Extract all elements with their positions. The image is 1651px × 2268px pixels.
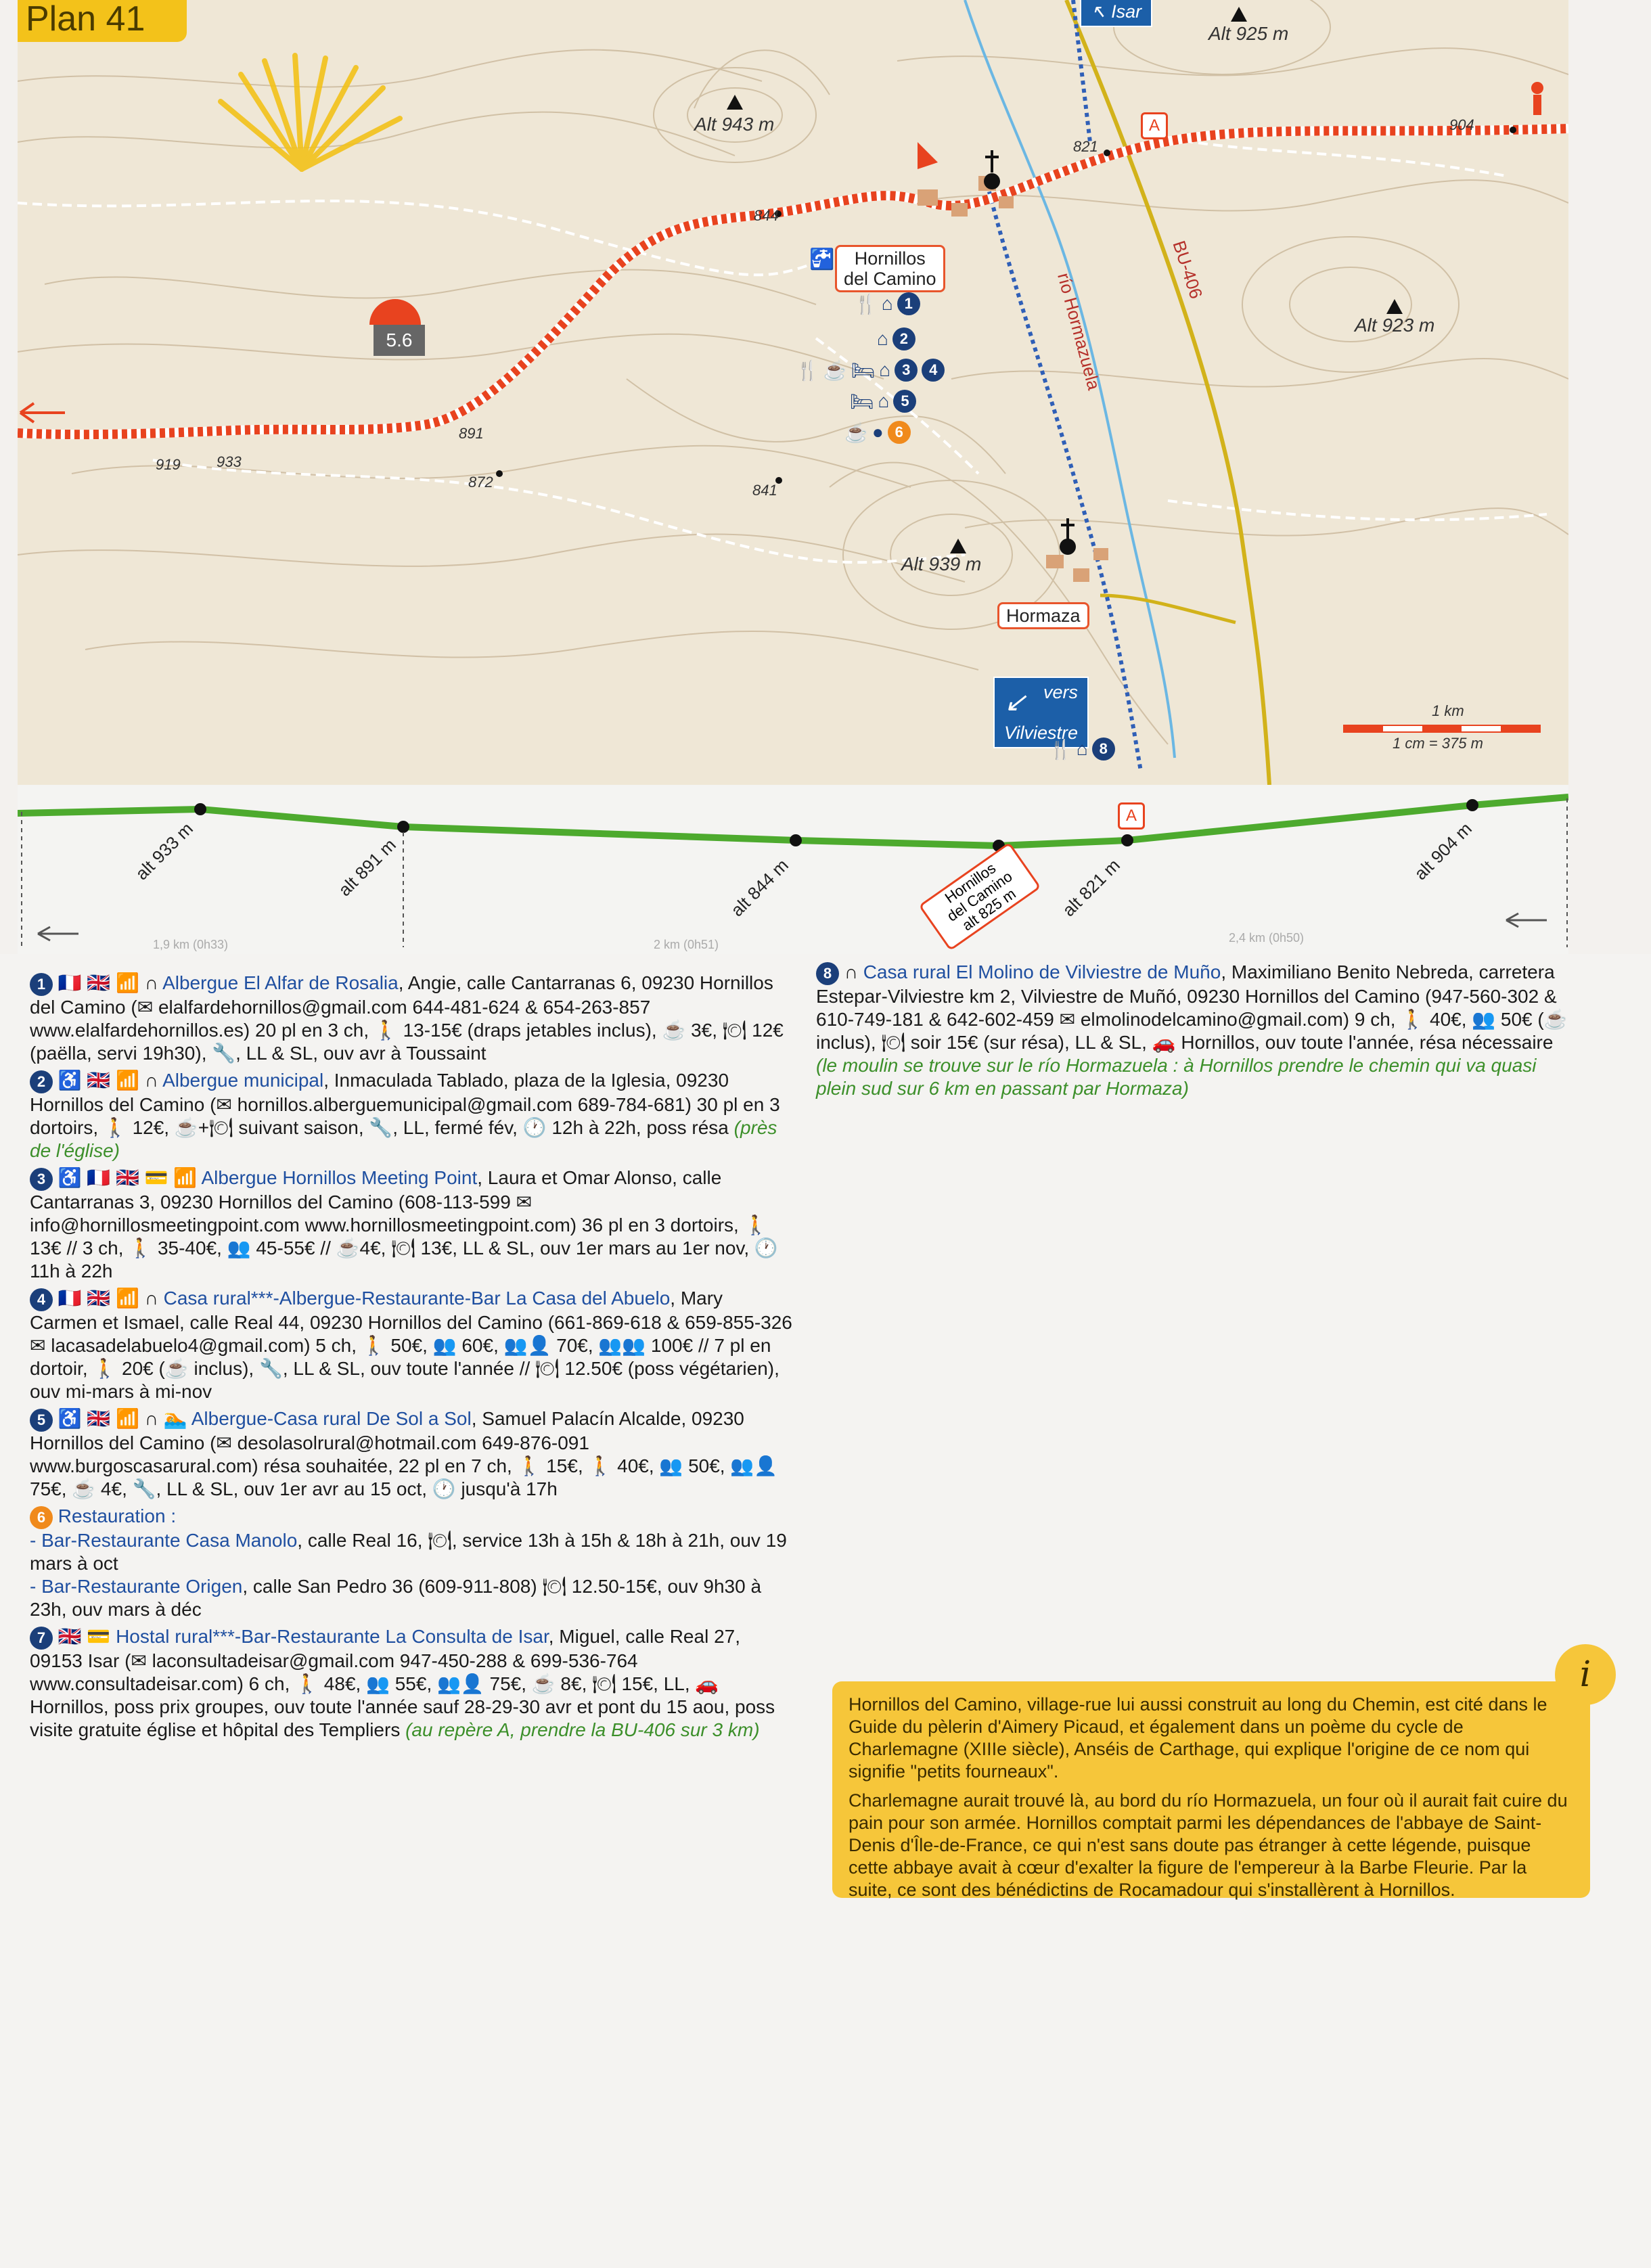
poi-row	[877, 327, 915, 350]
town-label-hormaza: Hormaza	[997, 602, 1089, 629]
route-map	[18, 0, 1568, 785]
listing-details: , Mary Carmen et Ismael, calle Real 44, 09230 Hornillos del Camino (661-869-618 & 659-855-326 ✉ lacasadelabuelo4@gmail.com) 5 ch, 🚶 50€, 👥 60€, 👥👤 70€, 👥👥 100€ // 7 pl en dortoir, 🚶 20€ (☕ inclus), 🔧, LL & SL, ouv toute l'année // 🍽 12.50€ (poss végétarien), ouv mi-mars à mi-nov	[30, 1288, 792, 1402]
restaurant-details: , calle San Pedro 36 (609-911-808) 🍽 12.50-15€, ouv 9h30 à 23h, ouv mars à déc	[30, 1576, 762, 1620]
restaurant-name: - Bar-Restaurante Origen	[30, 1576, 243, 1597]
restaurant-icon: 🍴	[1049, 738, 1072, 760]
listing-details: , Angie, calle Cantarranas 6, 09230 Hornillos del Camino (✉ elalfardehornillos@gmail.com 644-481-624 & 654-263-857 www.elalfardehornillos.es) 20 pl en 3 ch, 🚶 13-15€ (draps jetables inclus), ☕ 3€, 🍽 12€ (paëlla, servi 19h30), 🔧, LL & SL, ouv avr à Toussaint	[30, 972, 784, 1064]
listing-name: Restauration :	[58, 1505, 177, 1526]
listing-number: 1	[30, 973, 53, 996]
hostel-icon: ⌂	[877, 328, 888, 349]
listing-8	[816, 961, 1577, 1100]
listing-name: Casa rural***-Albergue-Restaurante-Bar La Casa del Abuelo	[163, 1288, 671, 1309]
wifi-icon: ∩	[844, 961, 858, 982]
altitude-label: Alt 923 m	[1355, 315, 1435, 336]
leg-time: 2 km (0h51)	[654, 938, 719, 951]
flag-icons: 🇫🇷 🇬🇧 📶 ∩	[58, 1288, 158, 1309]
spot-height: 872	[468, 474, 493, 491]
spot-height: 933	[217, 453, 242, 470]
spot-height: 891	[459, 425, 484, 442]
listing-details: , Samuel Palacín Alcalde, 09230 Hornillos del Camino (✉ desolasolrural@hotmail.com 649-876-091 www.burgoscasarural.com) résa souhaitée, 22 pl en 7 ch, 🚶 15€, 🚶 40€, 👥 50€, 👥👤 75€, ☕ 4€, 🔧, LL & SL, ouv 1er avr au 15 oct, 🕐 jusqu'à 17h	[30, 1408, 778, 1499]
profile-label: alt 933 m	[131, 818, 197, 884]
listings-right-column	[816, 961, 1577, 1104]
restaurant-icon: 🍴	[796, 359, 819, 381]
listings-left-column	[30, 972, 794, 1746]
listing-name: Albergue municipal	[162, 1070, 324, 1091]
profile-line	[18, 785, 1568, 954]
listing-name: Albergue Hornillos Meeting Point	[201, 1167, 478, 1188]
arrow-up-left-icon: ↖	[1091, 1, 1112, 22]
direction-sign-isar	[1080, 0, 1152, 27]
restaurant-icon: 🍴	[854, 293, 878, 315]
altitude-label: Alt 925 m	[1208, 23, 1289, 44]
road-label: BU-406	[1169, 238, 1207, 302]
plate-icon: ●	[872, 422, 884, 443]
hostel-icon: ⌂	[1076, 738, 1088, 759]
poi-row	[844, 421, 911, 444]
poi-number: 2	[892, 327, 915, 350]
listing-5	[30, 1407, 794, 1501]
info-paragraph: Charlemagne aurait trouvé là, au bord du río Hormazuela, un four où il aurait fait cuire du pain pour son armée. Hornillos comptait parmi les dépendances de l'abbaye de Saint-Denis d'Île-de-France, ce qui n'est sans doute pas étranger à cette légende, puisque cette abbaye avait à cœur d'exalter la figure de l'empereur à la Barbe Fleurie. Par la suite, ce sont des bénédictins de Rocamadour qui s'installèrent à Hornillos.	[849, 1790, 1568, 1900]
listing-details: , Laura et Omar Alonso, calle Cantarranas 3, 09230 Hornillos del Camino (608-113-599 ✉ info@hornillosmeetingpoint.com www.hornillosmeetingpoint.com) 36 pl en 3 dortoirs, 🚶 13€ // 3 ch, 🚶 35-40€, 👥 45-55€ // ☕4€, 🍽 13€, LL & SL, ouv 1er mars au 1er nov, 🕐 11h à 22h	[30, 1167, 778, 1282]
profile-label: alt 904 m	[1410, 818, 1476, 884]
spot-height: 844	[754, 207, 779, 224]
sign-text: Isar	[1111, 1, 1142, 22]
listing-number: 3	[30, 1168, 53, 1191]
poi-number: 8	[1092, 738, 1115, 761]
poi-number: 1	[897, 292, 920, 315]
spot-height: 821	[1073, 138, 1098, 155]
listing-number: 6	[30, 1506, 53, 1529]
listing-2	[30, 1069, 794, 1162]
listing-4	[30, 1287, 794, 1403]
marker-a: A	[1141, 112, 1168, 139]
restaurant-details: , calle Real 16, 🍽, service 13h à 15h & 18h à 21h, ouv 19 mars à oct	[30, 1530, 787, 1574]
spot-height: 841	[752, 482, 777, 499]
profile-label: alt 891 m	[334, 834, 400, 901]
info-paragraph: Hornillos del Camino, village-rue lui aussi construit au long du Chemin, est cité dans le Guide du pèlerin d'Aimery Picaud, et également dans un poème du cycle de Charlemagne (XIIIe siècle), Anséis de Carthage, qui explique l'origine de ce nom qui signifie "petits fourneaux".	[849, 1694, 1547, 1782]
altitude-label: Alt 943 m	[694, 114, 775, 135]
profile-marker-a: A	[1118, 802, 1145, 830]
listing-name: Albergue El Alfar de Rosalia	[162, 972, 399, 993]
listing-name: Hostal rural***-Bar-Restaurante La Consulta de Isar	[116, 1626, 549, 1647]
info-box	[832, 1681, 1590, 1898]
scale-ratio-label: 1 cm = 375 m	[1393, 735, 1483, 752]
hostel-icon: ⌂	[878, 390, 890, 411]
listing-name: Albergue-Casa rural De Sol a Sol	[191, 1408, 472, 1429]
flag-icons: 🇬🇧 💳	[58, 1626, 111, 1647]
listing-7	[30, 1625, 794, 1742]
listing-details: , Miguel, calle Real 27, 09153 Isar (✉ laconsultadeisar@gmail.com 947-450-288 & 699-536-764 www.consultadeisar.com) 6 ch, 🚶 48€, 👥 55€, 👥👤 75€, ☕ 8€, 🍽 15€, LL, 🚗 Hornillos, poss prix groupes, ouv toute l'année sauf 28-29-30 avr et pont du 15 aou, poss visite gratuite église et hôpital des Templiers	[30, 1626, 775, 1740]
listing-3	[30, 1166, 794, 1283]
plan-label: Plan 41	[18, 0, 187, 42]
elevation-profile	[18, 785, 1568, 954]
listing-name: Casa rural El Molino de Vilviestre de Muño	[863, 961, 1221, 982]
leg-time: 1,9 km (0h33)	[153, 938, 229, 951]
listing-number: 2	[30, 1070, 53, 1093]
listing-note: (près de l'église)	[30, 1117, 777, 1161]
listing-note: (au repère A, prendre la BU-406 sur 3 km)	[405, 1719, 760, 1740]
leg-time: 2,4 km (0h50)	[1229, 931, 1305, 945]
arrow-down-left-icon: ↙	[1004, 687, 1027, 717]
poi-row	[850, 390, 916, 413]
listing-number: 5	[30, 1409, 53, 1432]
flag-icons: ♿ 🇬🇧 📶 ∩	[58, 1070, 158, 1091]
poi-number: 3	[895, 359, 918, 382]
sign-text: vers Vilviestre	[1004, 682, 1079, 743]
listing-details: , Maximiliano Benito Nebreda, carretera Estepar-Vilviestre km 2, Vilviestre de Muñó, 09230 Hornillos del Camino (947-560-302 & 610-749-181 & 642-602-459 ✉ elmolinodelcamino@gmail.com) 9 ch, 🚶 40€, 👥 50€ (☕ inclus), 🍽 soir 15€ (sur résa), LL & SL, 🚗 Hornillos, ouv toute l'année, résa nécessaire	[816, 961, 1568, 1053]
poi-row	[1049, 738, 1115, 761]
listing-note: (le moulin se trouve sur le río Hormazuela : à Hornillos prendre le chemin qui va quasi plein sud sur 6 km en passant par Hormaza)	[816, 1055, 1537, 1099]
town-label-hornillos: Hornillos del Camino	[835, 245, 945, 292]
profile-label: alt 844 m	[727, 855, 792, 921]
hotel-icon: 🛏	[851, 359, 876, 381]
profile-town-label: Hornillos del Camino alt 825 m	[918, 842, 1041, 951]
listing-1	[30, 972, 794, 1065]
hostel-icon: ⌂	[879, 359, 891, 380]
coffee-icon: ☕	[844, 422, 868, 443]
poi-number: 5	[893, 390, 916, 413]
restaurant-name: - Bar-Restaurante Casa Manolo	[30, 1530, 298, 1551]
distance-badge: 5.6	[374, 325, 425, 356]
poi-row	[854, 292, 920, 315]
flag-icons: 🇫🇷 🇬🇧 📶 ∩	[58, 972, 158, 993]
spot-height: 904	[1449, 116, 1474, 133]
river-label: río Hormazuela	[1054, 271, 1105, 392]
listing-number: 8	[816, 962, 839, 985]
poi-row	[796, 359, 945, 382]
poi-number: 6	[888, 421, 911, 444]
poi-number: 4	[922, 359, 945, 382]
map-drawing	[18, 0, 1568, 785]
water-tap-icon: 🚰	[809, 248, 835, 271]
altitude-label: Alt 939 m	[901, 553, 982, 574]
coffee-icon: ☕	[823, 359, 847, 381]
info-icon: i	[1555, 1644, 1616, 1705]
flag-icons: ♿ 🇫🇷 🇬🇧 💳 📶	[58, 1167, 198, 1188]
spot-height: 919	[156, 456, 181, 473]
listing-details: , Inmaculada Tablado, plaza de la Iglesia, 09230 Hornillos del Camino (✉ hornillos.alberguemunicipal@gmail.com 689-784-681) 30 pl en 3 dortoirs, 🚶 12€, ☕+🍽 suivant saison, 🔧, LL, fermé fév, 🕐 12h à 22h, poss résa	[30, 1070, 780, 1138]
hostel-icon: ⌂	[881, 293, 893, 314]
profile-label: alt 821 m	[1058, 855, 1124, 921]
listing-number: 4	[30, 1288, 53, 1311]
listing-6	[30, 1505, 794, 1621]
flag-icons: ♿ 🇬🇧 📶 ∩ 🏊	[58, 1408, 187, 1429]
hotel-icon: 🛏	[850, 390, 874, 412]
scale-km-label: 1 km	[1432, 702, 1464, 719]
listing-number: 7	[30, 1627, 53, 1650]
